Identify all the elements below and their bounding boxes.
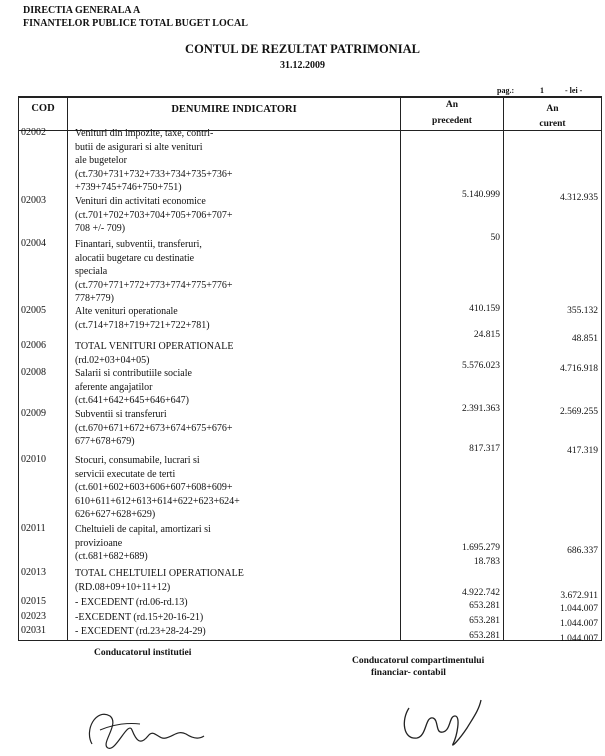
table-right-border xyxy=(601,96,602,640)
row-description-line: speciala xyxy=(75,266,108,277)
table-top-border xyxy=(18,96,602,98)
row-code: 02005 xyxy=(21,305,46,316)
value-current-year: 417.319 xyxy=(567,446,598,456)
page-label: pag.: xyxy=(497,86,515,95)
institution-name: DIRECTIA GENERALA A xyxy=(23,5,141,16)
row-description-line: (ct.681+682+689) xyxy=(75,551,148,562)
column-header-previous-line1: An xyxy=(445,100,459,110)
row-description-line: (ct.701+702+703+704+705+706+707+ xyxy=(75,209,233,221)
row-description-line: (ct.770+771+772+773+774+775+776+ xyxy=(75,279,233,291)
row-description-line: alocatii bugetare cu destinatie xyxy=(75,252,195,264)
document-date: 31.12.2009 xyxy=(280,60,325,71)
row-description-line: +739+745+746+750+751) xyxy=(75,182,182,193)
row-description-line: butii de asigurari si alte venituri xyxy=(75,141,203,153)
value-previous-year: 653.281 xyxy=(469,601,500,611)
value-previous-year: 4.922.742 xyxy=(462,588,500,598)
value-previous-year: 1.695.279 xyxy=(462,543,500,553)
row-description-line: 610+611+612+613+614+622+623+624+ xyxy=(75,495,240,507)
row-description-line: -EXCEDENT (rd.15+20-16-21) xyxy=(75,612,204,623)
finance-head-label-line1: Conducatorul compartimentului xyxy=(352,656,485,666)
table-left-border xyxy=(18,96,19,640)
row-description-line: provizioane xyxy=(75,537,123,549)
row-description-line: Venituri din impozite, taxe, contri- xyxy=(75,128,214,139)
row-code: 02013 xyxy=(21,567,46,578)
row-description-line: Subventii si transferuri xyxy=(75,409,167,420)
row-code: 02009 xyxy=(21,408,46,419)
row-description-line: (rd.02+03+04+05) xyxy=(75,354,150,366)
column-header-previous-line2: precedent xyxy=(432,116,472,126)
column-divider-code xyxy=(67,96,68,640)
row-description-line: Venituri din activitati economice xyxy=(75,196,206,207)
value-previous-year: 5.140.999 xyxy=(462,190,500,200)
value-previous-year: 18.783 xyxy=(473,557,500,567)
row-code: 02003 xyxy=(21,195,46,206)
page-number: 1 xyxy=(540,86,544,95)
row-code: 02006 xyxy=(21,340,46,351)
value-current-year: 2.569.255 xyxy=(560,407,598,417)
value-previous-year: 653.281 xyxy=(469,631,500,641)
budget-label: FINANTELOR PUBLICE TOTAL BUGET LOCAL xyxy=(23,18,248,29)
finance-head-signature xyxy=(395,688,485,750)
row-description-line: Finantari, subventii, transferuri, xyxy=(75,239,202,250)
row-description-line: (ct.714+718+719+721+722+781) xyxy=(75,319,210,331)
institution-head-signature xyxy=(80,700,210,756)
value-current-year: 355.132 xyxy=(567,306,598,316)
column-header-name: DENUMIRE INDICATORI xyxy=(171,104,297,115)
value-previous-year: 410.159 xyxy=(469,304,500,314)
row-description-line: 626+627+628+629) xyxy=(75,509,156,520)
value-previous-year: 2.391.363 xyxy=(462,404,500,414)
row-description-line: (RD.08+09+10+11+12) xyxy=(75,581,171,593)
row-code: 02010 xyxy=(21,454,46,465)
row-description-line: - EXCEDENT (rd.23+28-24-29) xyxy=(75,626,206,637)
row-description-line: 708 +/- 709) xyxy=(75,223,126,234)
document-title: CONTUL DE REZULTAT PATRIMONIAL xyxy=(185,42,420,56)
row-description-line: 677+678+679) xyxy=(75,436,135,447)
row-code: 02004 xyxy=(21,238,46,249)
row-code: 02023 xyxy=(21,611,46,622)
row-description-line: (ct.730+731+732+733+734+735+736+ xyxy=(75,168,233,180)
value-current-year: 4.312.935 xyxy=(560,193,598,203)
row-description-line: 778+779) xyxy=(75,293,114,304)
row-description-line: - EXCEDENT (rd.06-rd.13) xyxy=(75,597,188,608)
column-header-code: COD xyxy=(31,103,55,114)
value-current-year: 1.044.007 xyxy=(560,619,598,629)
row-description-line: servicii executate de terti xyxy=(75,468,176,480)
value-current-year: 1.044.007 xyxy=(560,634,598,644)
value-previous-year: 24.815 xyxy=(473,330,500,340)
row-description-line: aferente angajatilor xyxy=(75,381,153,393)
value-current-year: 4.716.918 xyxy=(560,364,598,374)
row-code: 02002 xyxy=(21,127,46,138)
row-code: 02011 xyxy=(21,523,46,534)
row-description-line: (ct.601+602+603+606+607+608+609+ xyxy=(75,482,233,493)
row-description-line: (ct.641+642+645+646+647) xyxy=(75,395,189,406)
value-current-year: 3.672.911 xyxy=(560,591,598,601)
institution-head-label: Conducatorul institutiei xyxy=(94,648,192,658)
row-description-line: Alte venituri operationale xyxy=(75,306,178,317)
row-description-line: ale bugetelor xyxy=(75,155,127,166)
value-current-year: 48.851 xyxy=(571,334,598,344)
value-previous-year: 817.317 xyxy=(469,444,500,454)
column-header-current-line1: An xyxy=(546,104,559,114)
finance-head-label-line2: financiar- contabil xyxy=(371,668,446,678)
row-description-line: Cheltuieli de capital, amortizari si xyxy=(75,524,211,535)
row-code: 02008 xyxy=(21,367,46,378)
currency-unit: - lei - xyxy=(565,86,583,95)
row-code: 02015 xyxy=(21,596,46,607)
row-description-line: TOTAL CHELTUIELI OPERATIONALE xyxy=(75,568,244,579)
value-previous-year: 50 xyxy=(490,233,500,243)
value-current-year: 1.044.007 xyxy=(560,604,598,614)
row-description-line: TOTAL VENITURI OPERATIONALE xyxy=(75,341,234,352)
row-description-line: Stocuri, consumabile, lucrari si xyxy=(75,455,200,466)
value-previous-year: 5.576.023 xyxy=(462,361,500,371)
column-header-current-line2: curent xyxy=(539,119,566,129)
row-description-line: (ct.670+671+672+673+674+675+676+ xyxy=(75,422,233,434)
value-current-year: 686.337 xyxy=(567,546,598,556)
value-previous-year: 653.281 xyxy=(469,616,500,626)
row-code: 02031 xyxy=(21,625,46,636)
row-description-line: Salarii si contributiile sociale xyxy=(75,368,192,379)
